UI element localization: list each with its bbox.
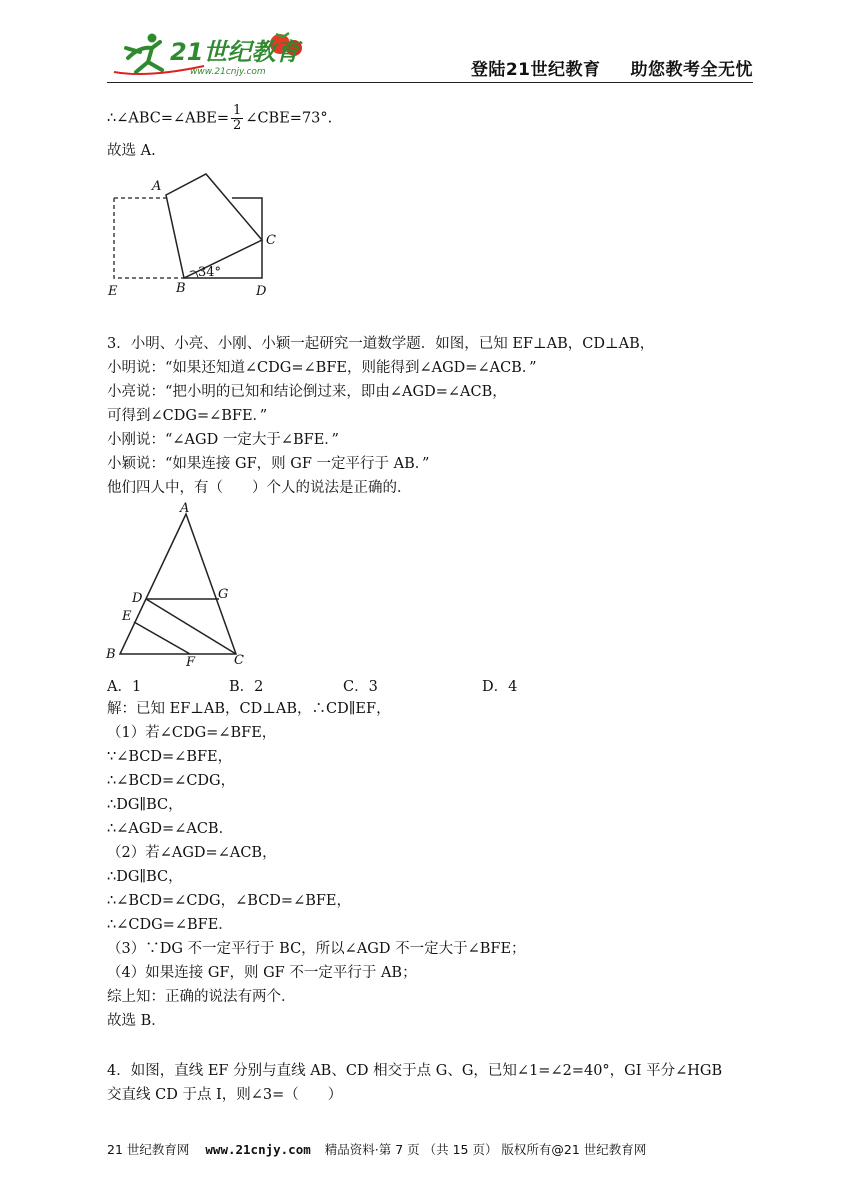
q4-line-2: 交直线 CD 于点 I，则∠3=（ ） bbox=[107, 1087, 343, 1103]
fig2-label-C: C bbox=[234, 653, 244, 668]
s3-line-6: ∴∠AGD=∠ACB． bbox=[107, 821, 234, 837]
fig2-label-G: G bbox=[218, 587, 229, 602]
fig2-label-F: F bbox=[186, 655, 196, 670]
prev-solution-line-2: 故选 A. bbox=[107, 143, 156, 159]
option-b: B．2 bbox=[229, 679, 264, 695]
s3-line-2: （1）若∠CDG=∠BFE， bbox=[107, 725, 277, 741]
option-d: D．4 bbox=[482, 679, 518, 695]
fig2-label-A: A bbox=[180, 501, 190, 516]
q3-line-3: 小亮说：“把小明的已知和结论倒过来，即由∠AGD=∠ACB， bbox=[107, 384, 507, 400]
s3-line-8: ∴DG∥BC， bbox=[107, 869, 183, 885]
fig1-label-C: C bbox=[266, 233, 276, 248]
fig1-label-B: B bbox=[176, 281, 186, 296]
fraction-half: $\frac{1}{2}$ bbox=[233, 103, 242, 133]
s3-line-11: （3）∵DG 不一定平行于 BC，所以∠AGD 不一定大于∠BFE； bbox=[107, 941, 526, 957]
option-c: C．3 bbox=[343, 679, 378, 695]
s3-line-5: ∴DG∥BC， bbox=[107, 797, 183, 813]
q3-line-1: 3．小明、小亮、小刚、小颖一起研究一道数学题．如图，已知 EF⊥AB，CD⊥AB， bbox=[107, 336, 655, 352]
fig2-label-D: D bbox=[132, 591, 143, 606]
s3-line-4: ∴∠BCD=∠CDG， bbox=[107, 773, 236, 789]
s3-line-10: ∴∠CDG=∠BFE． bbox=[107, 917, 233, 933]
s3-line-13: 综上知：正确的说法有两个． bbox=[107, 989, 296, 1005]
header-rule bbox=[107, 82, 753, 83]
footer-left: 21 世纪教育网 bbox=[107, 1142, 190, 1157]
fig1-label-A: A bbox=[152, 179, 162, 194]
tagline-left: 登陆21世纪教育 bbox=[470, 60, 601, 80]
fig2-label-E: E bbox=[122, 609, 132, 624]
s3-line-14: 故选 B． bbox=[107, 1013, 166, 1029]
q3-line-6: 小颖说：“如果连接 GF，则 GF 一定平行于 AB．” bbox=[107, 456, 430, 472]
fig2-label-B: B bbox=[106, 647, 116, 662]
s3-line-3: ∵∠BCD=∠BFE， bbox=[107, 749, 233, 765]
fig1-label-D: D bbox=[256, 284, 267, 299]
tagline-right: 助您教考全无忧 bbox=[630, 60, 753, 80]
q4-line-1: 4．如图，直线 EF 分别与直线 AB、CD 相交于点 G、G，已知∠1=∠2=40°，GI 平分∠HGB bbox=[107, 1063, 723, 1079]
q3-line-7: 他们四人中，有（ ）个人的说法是正确的． bbox=[107, 480, 412, 496]
prev-solution-line-1: ∴∠ABC=∠ABE= $\frac{1}{2}$ ∠CBE=73°. bbox=[107, 103, 333, 133]
option-a: A．1 bbox=[107, 679, 142, 695]
q3-line-2: 小明说：“如果还知道∠CDG=∠BFE，则能得到∠AGD=∠ACB．” bbox=[107, 360, 537, 376]
s3-line-7: （2）若∠AGD=∠ACB， bbox=[107, 845, 277, 861]
site-logo[interactable] bbox=[108, 28, 308, 80]
s3-line-9: ∴∠BCD=∠CDG，∠BCD=∠BFE， bbox=[107, 893, 352, 909]
figure-2-triangle bbox=[100, 500, 260, 670]
logo-text: 21世纪教育 bbox=[170, 38, 300, 66]
logo-url: www.21cnjy.com bbox=[190, 67, 266, 77]
q3-line-4: 可得到∠CDG=∠BFE．” bbox=[107, 408, 268, 424]
fig1-angle-label: 34° bbox=[198, 265, 222, 280]
q3-line-5: 小刚说：“∠AGD 一定大于∠BFE．” bbox=[107, 432, 339, 448]
header-tagline bbox=[471, 55, 753, 80]
s3-line-1: 解：已知 EF⊥AB，CD⊥AB，∴CD∥EF， bbox=[107, 701, 391, 717]
figure-1-folded-rectangle bbox=[100, 168, 290, 303]
s3-line-12: （4）如果连接 GF，则 GF 不一定平行于 AB； bbox=[107, 965, 417, 981]
page-footer bbox=[107, 1140, 646, 1158]
fig1-label-E: E bbox=[108, 284, 118, 299]
footer-url[interactable]: www.21cnjy.com bbox=[205, 1142, 311, 1157]
footer-right: 精品资料·第 7 页 （共 15 页） 版权所有@21 世纪教育网 bbox=[324, 1142, 647, 1157]
